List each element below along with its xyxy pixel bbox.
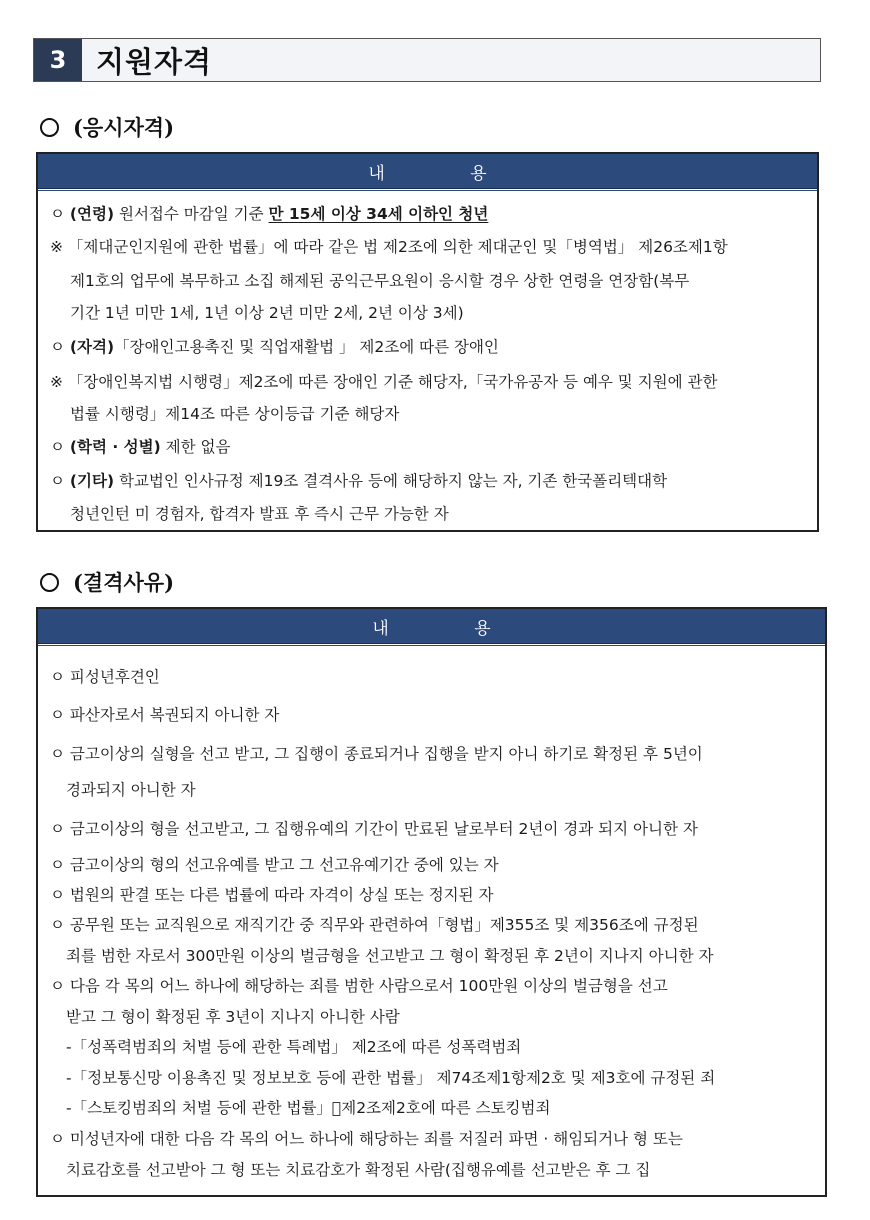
list-item: ㅇ 공무원 또는 교직원으로 재직기간 중 직무와 관련하여「형법」제355조 및 제356조에 규정된 bbox=[50, 916, 699, 934]
qual-note-line-2: 법률 시행령」제14조 따른 상이등급 기준 해당자 bbox=[70, 405, 400, 423]
qualification-heading: (응시자격) bbox=[40, 112, 174, 142]
age-line: ㅇ (연령) 원서접수 마감일 기준 만 15세 이상 34세 이하인 청년 bbox=[50, 205, 489, 223]
section-title: 지원자격 bbox=[96, 44, 213, 79]
disqualification-heading: (결격사유) bbox=[40, 567, 174, 597]
etc-line-1: ㅇ (기타) 학교법인 인사규정 제19조 결격사유 등에 해당하지 않는 자, 기존 한국폴리텍대학 bbox=[50, 472, 668, 490]
list-item: ㅇ 금고이상의 실형을 선고 받고, 그 집행이 종료되거나 집행을 받지 아니 하기로 확정된 후 5년이 bbox=[50, 745, 703, 763]
circle-bullet-icon bbox=[40, 118, 59, 137]
qualification-table-header: 내 용 bbox=[38, 154, 817, 192]
list-item: ㅇ 피성년후견인 bbox=[50, 668, 160, 686]
list-item-cont: 경과되지 아니한 자 bbox=[66, 781, 196, 799]
disqualification-table-header: 내 용 bbox=[38, 609, 825, 647]
list-item: ㅇ 다음 각 목의 어느 하나에 해당하는 죄를 범한 사람으로서 100만원 이상의 벌금형을 선고 bbox=[50, 977, 668, 995]
list-item-sub: -「성폭력범죄의 처벌 등에 관한 특례법」 제2조에 따른 성폭력범죄 bbox=[66, 1038, 522, 1056]
list-item: ㅇ 금고이상의 형을 선고받고, 그 집행유예의 기간이 만료된 날로부터 2년이 경과 되지 아니한 자 bbox=[50, 820, 698, 838]
age-note-line-3: 기간 1년 미만 1세, 1년 이상 2년 미만 2세, 2년 이상 3세) bbox=[70, 304, 464, 322]
age-note-line-1: ※ 「제대군인지원에 관한 법률」에 따라 같은 법 제2조에 의한 제대군인 및「병역법」 제26조제1항 bbox=[50, 238, 728, 256]
qualification-table bbox=[36, 152, 819, 532]
list-item: ㅇ 금고이상의 형의 선고유예를 받고 그 선고유예기간 중에 있는 자 bbox=[50, 856, 499, 874]
list-item-sub: -「정보통신망 이용촉진 및 정보보호 등에 관한 법률」 제74조제1항제2호 및 제3호에 규정된 죄 bbox=[66, 1069, 716, 1087]
edu-line: ㅇ (학력 · 성별) 제한 없음 bbox=[50, 438, 231, 456]
disqualification-table bbox=[36, 607, 827, 1197]
list-item-cont: 치료감호를 선고받아 그 형 또는 치료감호가 확정된 사람(집행유예를 선고받은 후 그 집 bbox=[66, 1161, 651, 1179]
section-header bbox=[33, 38, 821, 82]
qual-line: ㅇ (자격)「장애인고용촉진 및 직업재활법 」 제2조에 따른 장애인 bbox=[50, 338, 499, 356]
list-item: ㅇ 파산자로서 복권되지 아니한 자 bbox=[50, 706, 280, 724]
qual-note-line-1: ※ 「장애인복지법 시행령」제2조에 따른 장애인 기준 해당자,「국가유공자 등 예우 및 지원에 관한 bbox=[50, 373, 718, 391]
age-note-line-2: 제1호의 업무에 복무하고 소집 해제된 공익근무요원이 응시할 경우 상한 연령을 연장함(복무 bbox=[70, 272, 690, 290]
list-item: ㅇ 미성년자에 대한 다음 각 목의 어느 하나에 해당하는 죄를 저질러 파면 · 해임되거나 형 또는 bbox=[50, 1130, 683, 1148]
circle-bullet-icon bbox=[40, 573, 59, 592]
list-item-cont: 죄를 범한 자로서 300만원 이상의 벌금형을 선고받고 그 형이 확정된 후 2년이 지나지 아니한 자 bbox=[66, 947, 714, 965]
list-item: ㅇ 법원의 판결 또는 다른 법률에 따라 자격이 상실 또는 정지된 자 bbox=[50, 886, 494, 904]
list-item-cont: 받고 그 형이 확정된 후 3년이 지나지 아니한 사람 bbox=[66, 1008, 400, 1026]
section-number: 3 bbox=[34, 39, 82, 81]
etc-line-2: 청년인턴 미 경험자, 합격자 발표 후 즉시 근무 가능한 자 bbox=[70, 505, 449, 523]
list-item-sub: -「스토킹범죄의 처벌 등에 관한 법률」 제2조제2호에 따른 스토킹범죄 bbox=[66, 1099, 551, 1117]
